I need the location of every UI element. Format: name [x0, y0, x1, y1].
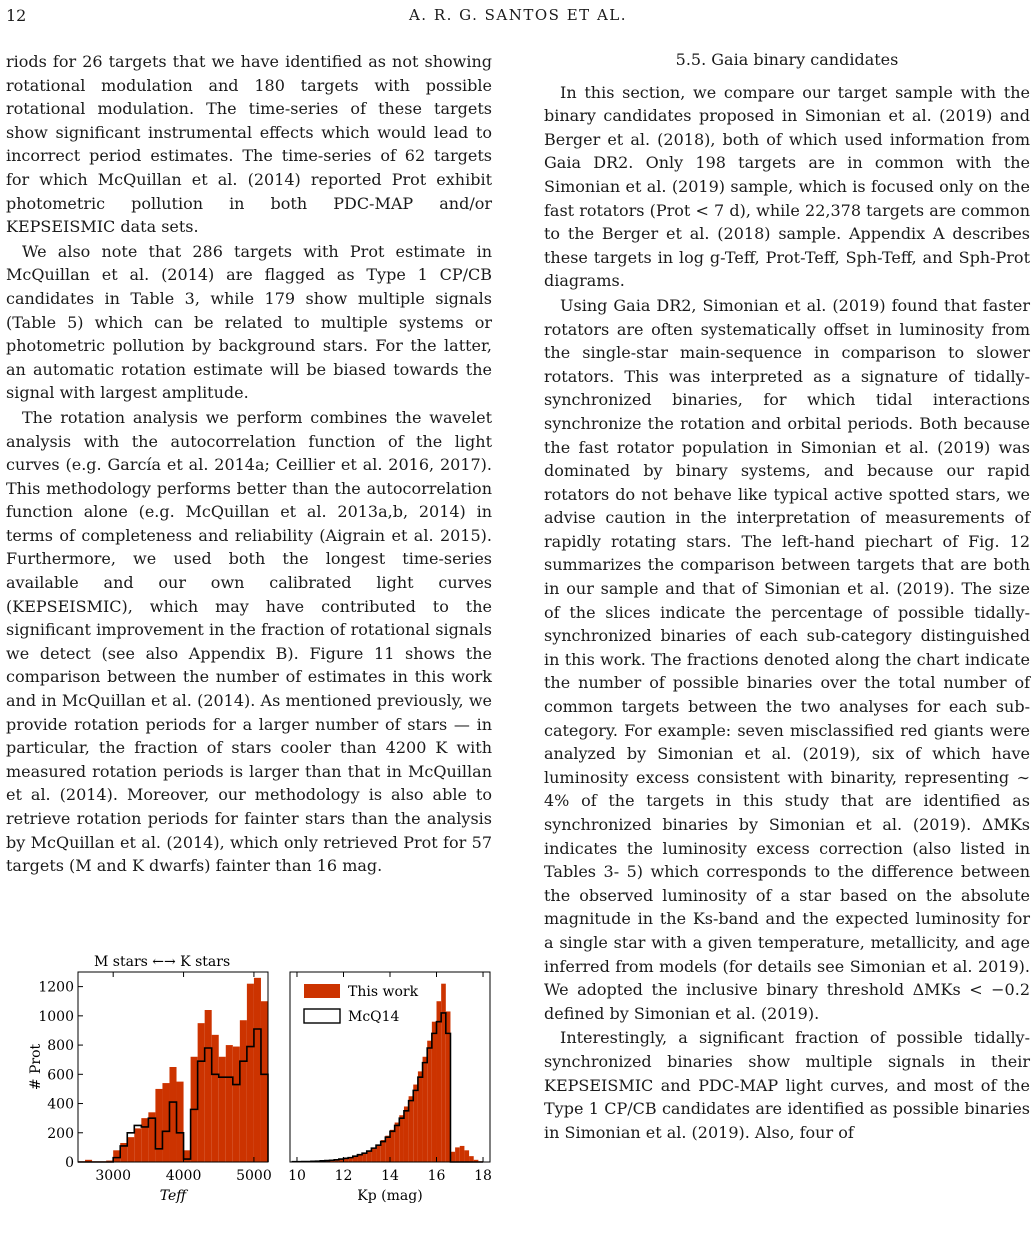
teff-annotation: M stars ←→ K stars: [94, 954, 231, 970]
teff-ytick-label: 200: [47, 1125, 74, 1142]
kp-bar: [460, 1146, 465, 1162]
teff-bar: [254, 978, 261, 1162]
kp-bar: [469, 1156, 474, 1162]
teff-bar: [169, 1067, 176, 1162]
teff-ytick-label: 600: [47, 1067, 74, 1084]
teff-bar: [261, 1001, 268, 1162]
kp-xtick-label: 18: [474, 1168, 492, 1184]
legend-mcq14-swatch: [304, 1009, 340, 1023]
teff-bar: [148, 1112, 155, 1162]
kp-xtick-label: 16: [427, 1168, 446, 1184]
left-paragraph-2: We also note that 286 targets with Prot estimate in McQuillan et al. (2014) are flagged as Type 1 CP/CB candidates in Table 3, while 179 show multiple signals (Table 5) which can be related to multiple systems or photometric pollution by background stars. For the latter, an automatic rotation estimate will be biased towards the signal with largest amplitude.: [6, 241, 492, 403]
kp-xlabel: Kp (mag): [357, 1188, 423, 1204]
teff-bar: [205, 1010, 212, 1162]
page-number: 12: [6, 6, 27, 25]
right-paragraph-2: Using Gaia DR2, Simonian et al. (2019) found that faster rotators are often systematically offset in luminosity from the single-star main-sequence in comparison to slower rotators. This was interpreted as a signature of tidally-synchronized binaries, for which tidal interactions synchronize the rotation and orbital periods. Both because the fast rotator population in Simonian et al. (2019) was dominated by binary systems, and because our rapid rotators do not behave like typical active spotted stars, we advise caution in the interpretation of measurements of rapidly rotating stars. The left-hand piechart of Fig. 12 summarizes the comparison between targets that are both in our sample and that of Simonian et al. (2019). The size of the slices indicate the percentage of possible tidally-synchronized binaries of each sub-category distinguished in this work. The fractions denoted along the chart indicate the number of possible binaries over the total number of common targets between the two analyses for each sub-category. For example: seven misclassified red giants were analyzed by Simonian et al. (2019), six of which have luminosity excess consistent with binarity, representing ∼ 4% of the targets in this study that are identified as synchronized binaries by Simonian et al. (2019). ΔMKs indicates the luminosity excess correction (also listed in Tables 3- 5) which corresponds to the difference between the observed luminosity of a star based on the absolute magnitude in the Ks-band and the expected luminosity for a single star with a given temperature, metallicity, and age inferred from models (for details see Simonian et al. 2019). We adopted the inclusive binary threshold ΔMKs < −0.2 defined by Simonian et al. (2019).: [544, 295, 1030, 1023]
teff-xlabel: Teff: [159, 1188, 187, 1204]
teff-bar: [134, 1128, 141, 1162]
kp-xtick-label: 14: [381, 1168, 399, 1184]
teff-bar: [184, 1150, 191, 1162]
teff-ylabel: # Prot: [28, 1043, 44, 1091]
kp-bar: [455, 1147, 460, 1162]
teff-ytick-label: 400: [47, 1096, 74, 1113]
legend-this-work-swatch: [304, 984, 340, 998]
left-paragraph-3: The rotation analysis we perform combines the wavelet analysis with the autocorrelation function of the light curves (e.g. García et al. 2014a; Ceillier et al. 2016, 2017). This methodology performs better than the autocorrelation function alone (e.g. McQuillan et al. 2013a,b, 2014) in terms of completeness and reliability (Aigrain et al. 2015). Furthermore, we used both the longest time-series available and our own calibrated light curves (KEPSEISMIC), which may have contributed to the significant improvement in the fraction of rotational signals we detect (see also Appendix B). Figure 11 shows the comparison between the number of estimates in this work and in McQuillan et al. (2014). As mentioned previously, we provide rotation periods for a larger number of stars — in particular, the fraction of stars cooler than 4200 K with measured rotation periods is larger than that in McQuillan et al. (2014). Moreover, our methodology is also able to retrieve rotation periods for fainter stars than the analysis by McQuillan et al. (2014), which only retrieved Prot for 57 targets (M and K dwarfs) fainter than 16 mag.: [6, 407, 492, 876]
figure-11-chart: [6, 890, 492, 1220]
right-paragraph-3: Interestingly, a significant fraction of possible tidally-synchronized binaries show multiple signals in their KEPSEISMIC and PDC-MAP light curves, and most of the Type 1 CP/CB candidates are identified as possible binaries in Simonian et al. (2019). Also, four of: [544, 1028, 1030, 1142]
right-paragraph-1: In this section, we compare our target sample with the binary candidates proposed in Simonian et al. (2019) and Berger et al. (2018), both of which used information from Gaia DR2. Only 198 targets are in common with the Simonian et al. (2019) sample, which is focused only on the fast rotators (Prot < 7 d), while 22,378 targets are common to the Berger et al. (2018) sample. Appendix A describes these targets in log g-Teff, Prot-Teff, Sph-Teff, and Sph-Prot diagrams.: [544, 82, 1030, 291]
kp-xtick-label: 12: [334, 1168, 353, 1184]
teff-bar: [162, 1083, 169, 1162]
teff-bar: [155, 1089, 162, 1162]
right-column: [544, 48, 1030, 1144]
teff-bar: [198, 1023, 205, 1162]
kp-xtick-label: 10: [288, 1168, 306, 1184]
section-title: 5.5. Gaia binary candidates: [675, 50, 899, 69]
teff-ytick-label: 0: [65, 1155, 74, 1171]
kp-bar: [441, 984, 446, 1162]
teff-bar: [226, 1045, 233, 1162]
teff-bar: [212, 1035, 219, 1162]
teff-bar: [219, 1057, 226, 1162]
kp-bar: [464, 1150, 469, 1162]
teff-ytick-label: 1000: [38, 1008, 74, 1025]
teff-ytick-label: 1200: [38, 979, 74, 996]
teff-bar: [233, 1047, 240, 1162]
teff-ytick-label: 800: [47, 1038, 74, 1055]
teff-bar: [247, 984, 254, 1162]
teff-bar: [127, 1137, 134, 1162]
figure-11: [6, 890, 492, 1220]
legend-mcq14-label: McQ14: [348, 1009, 400, 1025]
teff-bar: [177, 1082, 184, 1162]
teff-xtick-label: 5000: [236, 1168, 272, 1184]
teff-bar: [113, 1150, 120, 1162]
left-paragraph-1: riods for 26 targets that we have identified as not showing rotational modulation and 180 targets with possible rotational modulation. The time-series of these targets show significant instrumental effects which would lead to incorrect period estimates. The time-series of 62 targets for which McQuillan et al. (2014) reported Prot exhibit photometric pollution in both PDC-MAP and/or KEPSEISMIC data sets.: [6, 52, 492, 237]
teff-xtick-label: 3000: [95, 1168, 132, 1184]
teff-bar: [240, 1020, 247, 1162]
left-column: [6, 50, 492, 878]
teff-bar: [141, 1118, 148, 1162]
teff-xtick-label: 4000: [165, 1168, 202, 1184]
legend-this-work-label: This work: [348, 984, 419, 1000]
running-head: A. R. G. SANTOS ET AL.: [408, 6, 628, 24]
